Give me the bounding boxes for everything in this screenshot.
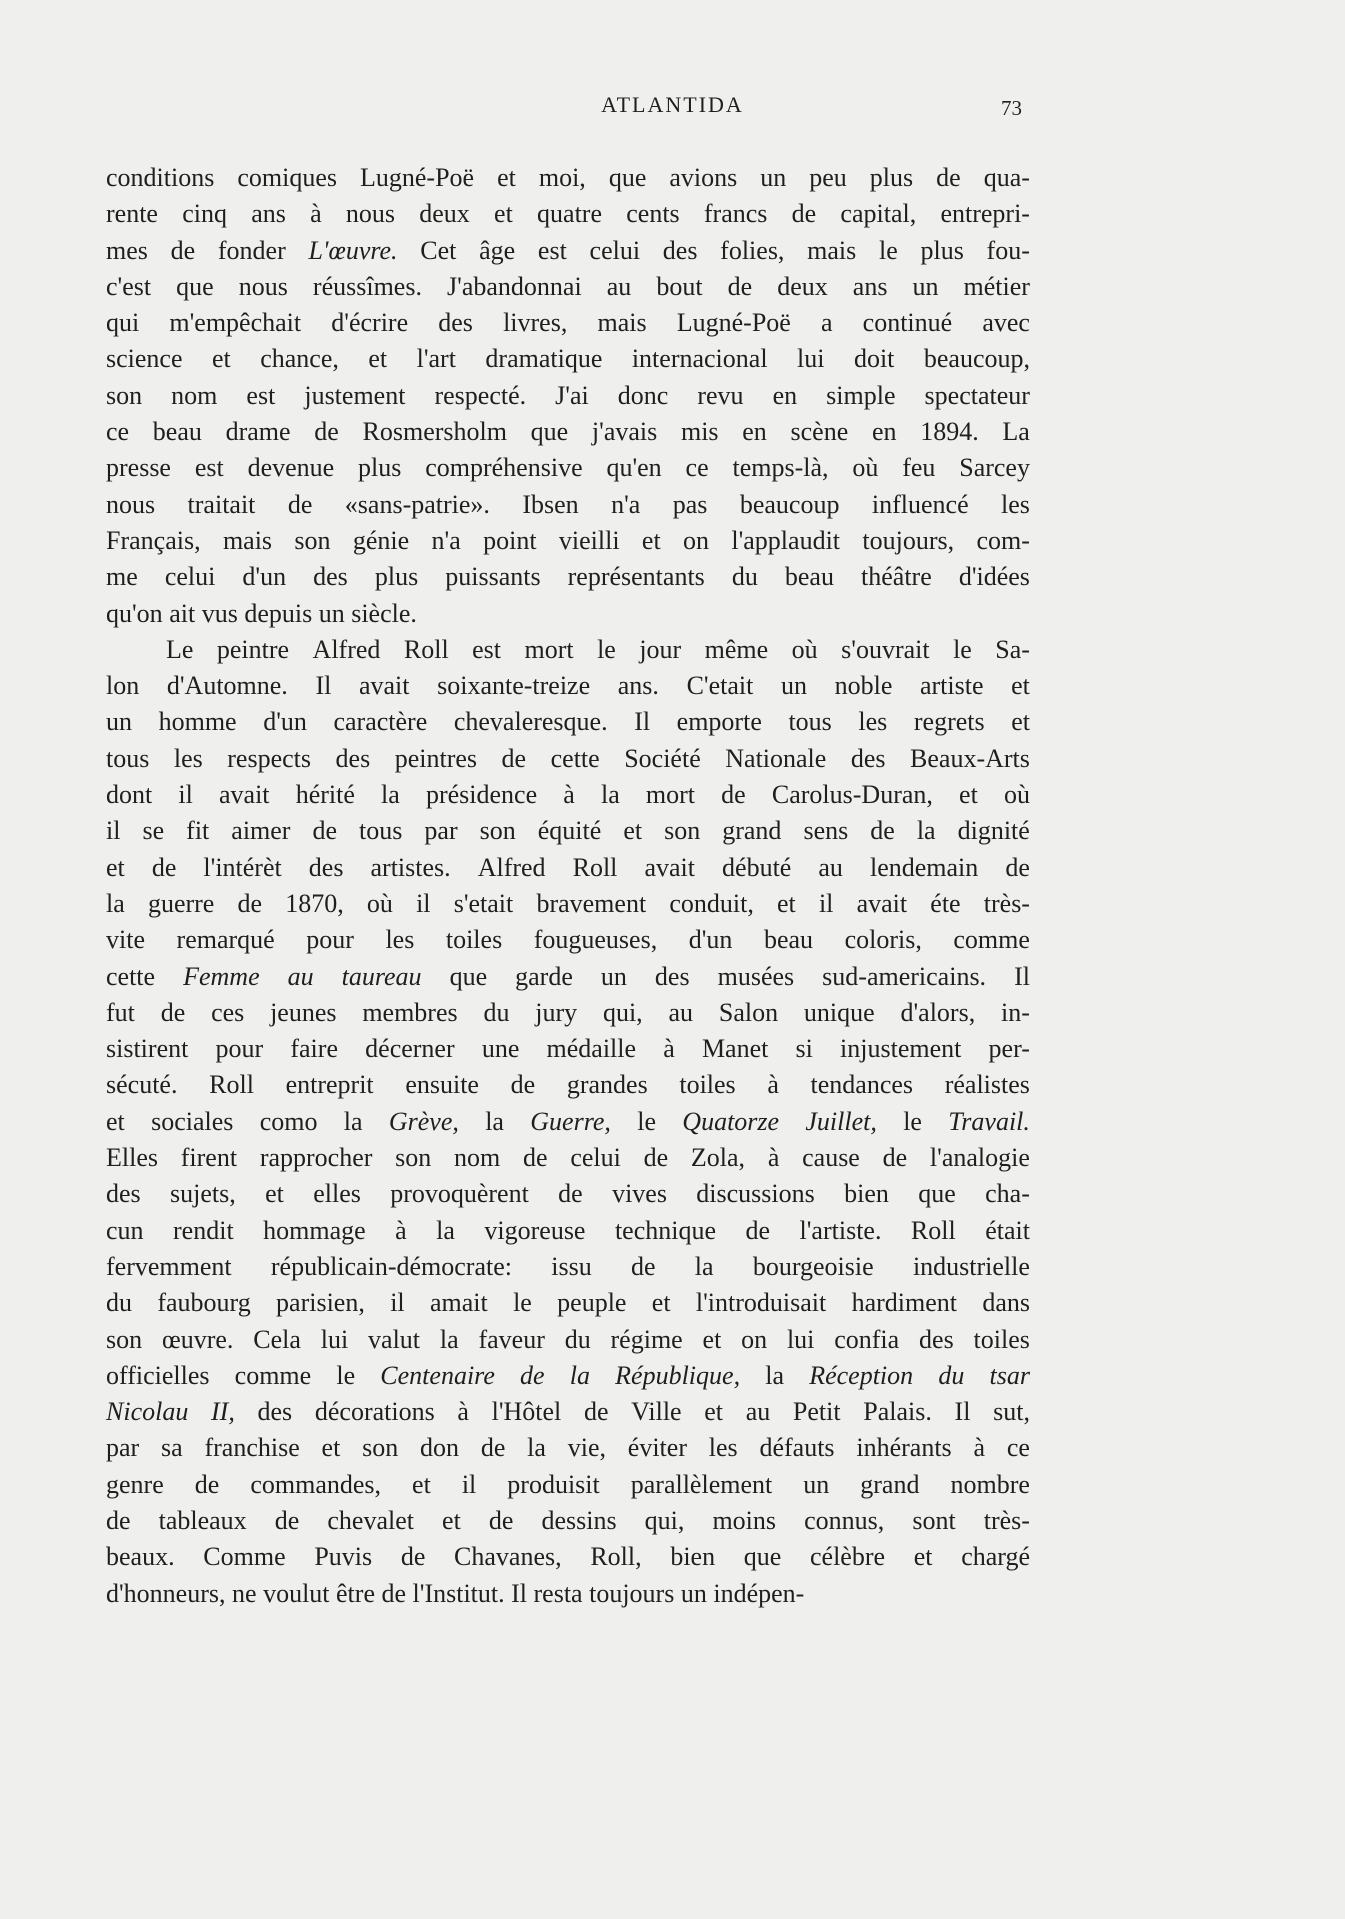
text-line: Le peintre Alfred Roll est mort le jour même où s'ouvrait le Sa-: [166, 634, 1030, 664]
text-line: un homme d'un caractère chevaleresque. Il emporte tous les regrets et: [106, 707, 1030, 737]
text-line: science et chance, et l'art dramatique internacional lui doit beaucoup,: [106, 344, 1030, 374]
text-line: qu'on ait vus depuis un siècle.: [106, 598, 417, 628]
text-line: la guerre de 1870, où il s'etait bravement conduit, et il avait éte très-: [106, 888, 1030, 918]
text-line: et sociales como la Grève, la Guerre, le Quatorze Juillet, le Travail.: [106, 1106, 1030, 1136]
text-line: sécuté. Roll entreprit ensuite de grandes toiles à tendances réalistes: [106, 1070, 1030, 1100]
text-line: de tableaux de chevalet et de dessins qui, moins connus, sont très-: [106, 1505, 1030, 1535]
text-line: me celui d'un des plus puissants représentants du beau théâtre d'idées: [106, 562, 1030, 592]
text-line: sistirent pour faire décerner une médaille à Manet si injustement per-: [106, 1034, 1030, 1064]
text-line: officielles comme le Centenaire de la République, la Réception du tsar: [106, 1360, 1030, 1390]
text-line: ce beau drame de Rosmersholm que j'avais mis en scène en 1894. La: [106, 417, 1030, 447]
text-line: son nom est justement respecté. J'ai donc revu en simple spectateur: [106, 380, 1030, 410]
text-line: lon d'Automne. Il avait soixante-treize ans. C'etait un noble artiste et: [106, 671, 1030, 701]
text-line: Nicolau II, des décorations à l'Hôtel de Ville et au Petit Palais. Il sut,: [106, 1397, 1030, 1427]
text-line: dont il avait hérité la présidence à la mort de Carolus-Duran, et où: [106, 780, 1030, 810]
text-line: genre de commandes, et il produisit parallèlement un grand nombre: [106, 1469, 1030, 1499]
text-line: conditions comiques Lugné-Poë et moi, que avions un peu plus de qua-: [106, 163, 1030, 192]
text-line: fut de ces jeunes membres du jury qui, au Salon unique d'alors, in-: [106, 997, 1030, 1027]
text-line: cette Femme au taureau que garde un des musées sud-americains. Il: [106, 961, 1030, 991]
text-line: des sujets, et elles provoquèrent de vives discussions bien que cha-: [106, 1179, 1030, 1209]
text-line: c'est que nous réussîmes. J'abandonnai au bout de deux ans un métier: [106, 271, 1030, 301]
page-number: 73: [1001, 96, 1022, 120]
text-line: rente cinq ans à nous deux et quatre cents francs de capital, entrepri-: [106, 199, 1030, 229]
text-line: cun rendit hommage à la vigoreuse technique de l'artiste. Roll était: [106, 1215, 1030, 1245]
text-line: Elles firent rapprocher son nom de celui de Zola, à cause de l'analogie: [106, 1143, 1030, 1173]
text-line: son œuvre. Cela lui valut la faveur du régime et on lui confia des toiles: [106, 1324, 1030, 1354]
text-line: mes de fonder L'œuvre. Cet âge est celui des folies, mais le plus fou-: [106, 235, 1030, 265]
text-line: et de l'intérèt des artistes. Alfred Roll avait débuté au lendemain de: [106, 852, 1030, 882]
text-line: qui m'empêchait d'écrire des livres, mais Lugné-Poë a continué avec: [106, 308, 1030, 338]
text-line: d'honneurs, ne voulut être de l'Institut. Il resta toujours un indépen-: [106, 1578, 805, 1608]
text-line: par sa franchise et son don de la vie, éviter les défauts inhérants à ce: [106, 1433, 1030, 1463]
text-line: il se fit aimer de tous par son équité et son grand sens de la dignité: [106, 816, 1030, 846]
text-line: Français, mais son génie n'a point vieilli et on l'applaudit toujours, com-: [106, 525, 1030, 555]
text-line: tous les respects des peintres de cette Société Nationale des Beaux-Arts: [106, 743, 1030, 773]
text-line: fervemment républicain-démocrate: issu de la bourgeoisie industrielle: [106, 1251, 1030, 1281]
body-text: [106, 160, 1030, 1612]
text-line: presse est devenue plus compréhensive qu'en ce temps-là, où feu Sarcey: [106, 453, 1030, 483]
text-line: du faubourg parisien, il amait le peuple et l'introduisait hardiment dans: [106, 1288, 1030, 1318]
running-title: ATLANTIDA: [601, 92, 744, 117]
text-line: nous traitait de «sans-patrie». Ibsen n'a pas beaucoup influencé les: [106, 489, 1030, 519]
text-line: beaux. Comme Puvis de Chavanes, Roll, bien que célèbre et chargé: [106, 1542, 1030, 1572]
text-line: vite remarqué pour les toiles fougueuses, d'un beau coloris, comme: [106, 925, 1030, 955]
